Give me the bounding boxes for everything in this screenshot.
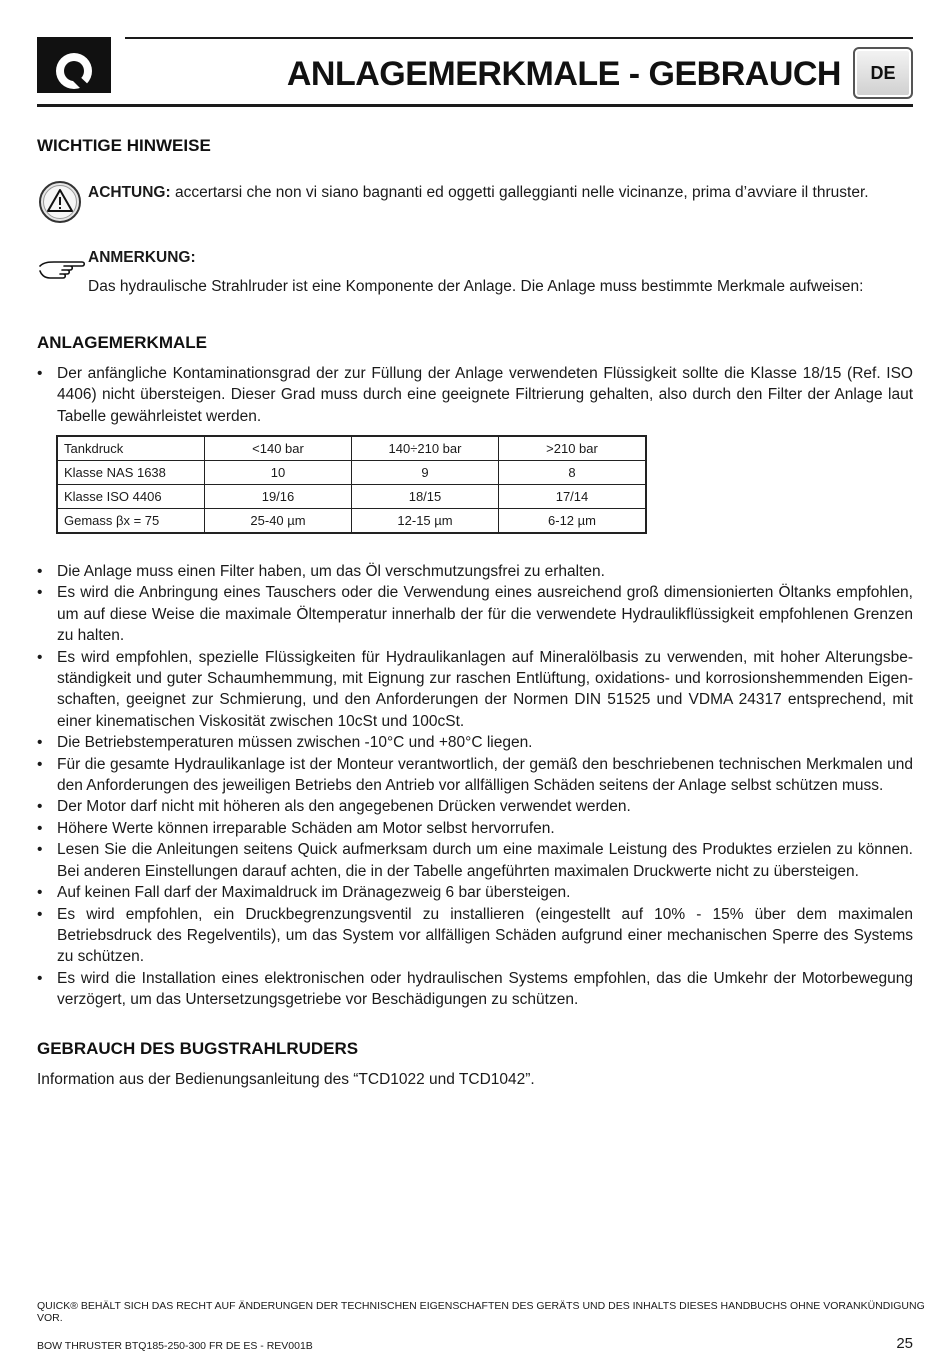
usage-heading: GEBRAUCH DES BUGSTRAHLRUDERS (37, 1039, 359, 1058)
table-row (57, 461, 646, 485)
language-badge: DE (853, 47, 913, 99)
warning-label: ACHTUNG: (88, 184, 171, 201)
table-cell: 17/14 (499, 485, 647, 509)
note-label: ANMERKUNG: (88, 249, 196, 266)
contamination-table (56, 435, 647, 534)
table-row (57, 485, 646, 509)
table-cell: 12-15 µm (352, 509, 499, 534)
pointing-hand-icon (38, 254, 86, 280)
list-item: • Für die gesamte Hydraulikanlage ist der Monteur verantwortlich, der gemäß den beschriebenen technischen Merkmalen und den Anforderungen des jeweiligen Betriebs den Antrieb vor allfälligen Schäden seitens der Anlage selbst schützen muss. (37, 754, 913, 797)
list-item: • Lesen Sie die Anleitungen seitens Quick aufmerksam durch um eine maximale Leistung des Produktes erzielen zu können. Bei anderen Einstellungen darauf achten, die in der Tabelle angeführten maximalen Druckwerte nicht zu übersteigen. (37, 839, 913, 882)
table-cell: 140÷210 bar (352, 436, 499, 461)
page-header (37, 37, 913, 107)
note-text: Das hydraulische Strahlruder ist eine Komponente der Anlage. Die Anlage muss bestimmte Merkmale aufweisen: (88, 278, 864, 295)
table-cell: 9 (352, 461, 499, 485)
list-item: • Es wird empfohlen, spezielle Flüssigkeiten für Hydraulikanlagen auf Mineralölbasis zu verwenden, mit hoher Alterungsbe-ständigkeit und guter Schaumhemmung, mit Eignung zur raschen Entlüftung, oxidations- und korrosionshemmenden Eigen-schaften, geeignet zur Schmierung, und den Anforderungen der Normen DIN 51525 und VDMA 24317 entsprechend, mit einer kinematischen Viskosität zwischen 10cSt und 100cSt. (37, 647, 913, 733)
important-heading: WICHTIGE HINWEISE (37, 136, 211, 155)
table-row (57, 509, 646, 534)
table-row-header: Tankdruck (57, 436, 205, 461)
list-item: • Höhere Werte können irreparable Schäden am Motor selbst hervorrufen. (37, 818, 913, 839)
list-item: • Es wird empfohlen, ein Druckbegrenzungsventil zu installieren (eingestellt auf 10% - 15% über dem maximalen Betriebsdruck des Regelventils), um das System vor allfälligen Schäden aufgrund einer mechanischen Sperre des Systems zu schützen. (37, 904, 913, 968)
table-cell: 10 (205, 461, 352, 485)
table-cell: 25-40 µm (205, 509, 352, 534)
list-item: • Der anfängliche Kontaminationsgrad der zur Füllung der Anlage verwendeten Flüssigkeit sollte die Klasse 18/15 (Ref. ISO 4406) nicht übersteigen. Dieser Grad muss durch eine geeignete Filtrierung gehalten, also durch den Filter der Anlage laut Tabelle gewährleistet werden. (37, 363, 913, 427)
page-title: ANLAGEMERKMALE - GEBRAUCH (286, 55, 841, 93)
list-item: • Es wird die Installation eines elektronischen oder hydraulischen Systems empfohlen, das die Umkehr der Motorbewegung verzögert, um das Untersetzungsgetriebe vor Beschädigungen zu schützen. (37, 968, 913, 1011)
page-number: 25 (896, 1335, 913, 1352)
header-top-rule (125, 37, 913, 39)
table-cell: 8 (499, 461, 647, 485)
footer-document-id: BOW THRUSTER BTQ185-250-300 FR DE ES - REV001B (37, 1340, 313, 1352)
features-intro-list (37, 363, 913, 427)
list-item: • Die Anlage muss einen Filter haben, um das Öl verschmutzungsfrei zu erhalten. (37, 561, 913, 582)
table-cell: 18/15 (352, 485, 499, 509)
usage-text: Information aus der Bedienungsanleitung des “TCD1022 und TCD1042”. (37, 1071, 535, 1088)
table-row-header: Klasse ISO 4406 (57, 485, 205, 509)
table-row (57, 436, 646, 461)
warning-icon (38, 180, 82, 224)
list-item: • Die Betriebstemperaturen müssen zwischen -10°C und +80°C liegen. (37, 732, 913, 753)
table-cell: >210 bar (499, 436, 647, 461)
contamination-table-body (57, 436, 646, 533)
table-row-header: Klasse NAS 1638 (57, 461, 205, 485)
table-cell: <140 bar (205, 436, 352, 461)
table-row-header: Gemass βx = 75 (57, 509, 205, 534)
list-item: • Es wird die Anbringung eines Tauschers oder die Verwendung eines ausreichend groß dimensionierten Öltanks empfohlen, um auf diese Weise die maximale Öltemperatur innerhalb der für die verwendete Hydraulikflüssigkeit empfohlenen Grenzen zu halten. (37, 582, 913, 646)
warning-text (88, 184, 869, 202)
features-heading: ANLAGEMERKMALE (37, 333, 207, 352)
quick-logo-icon (37, 37, 111, 93)
list-item: • Der Motor darf nicht mit höheren als den angegebenen Drücken verwendet werden. (37, 796, 913, 817)
list-item: • Auf keinen Fall darf der Maximaldruck im Dränagezweig 6 bar übersteigen. (37, 882, 913, 903)
warning-message: accertarsi che non vi siano bagnanti ed oggetti galleggianti nelle vicinanze, prima d’avviare il thruster. (170, 184, 869, 201)
footer-notice: QUICK® BEHÄLT SICH DAS RECHT AUF ÄNDERUNGEN DER TECHNISCHEN EIGENSCHAFTEN DES GERÄTS UND DES INHALTS DIESES HANDBUCHS OHNE VORANKÜNDIGUNG VOR. (37, 1300, 925, 1324)
table-cell: 6-12 µm (499, 509, 647, 534)
header-bottom-rule (37, 104, 913, 107)
features-bullet-list (37, 561, 913, 1011)
table-cell: 19/16 (205, 485, 352, 509)
